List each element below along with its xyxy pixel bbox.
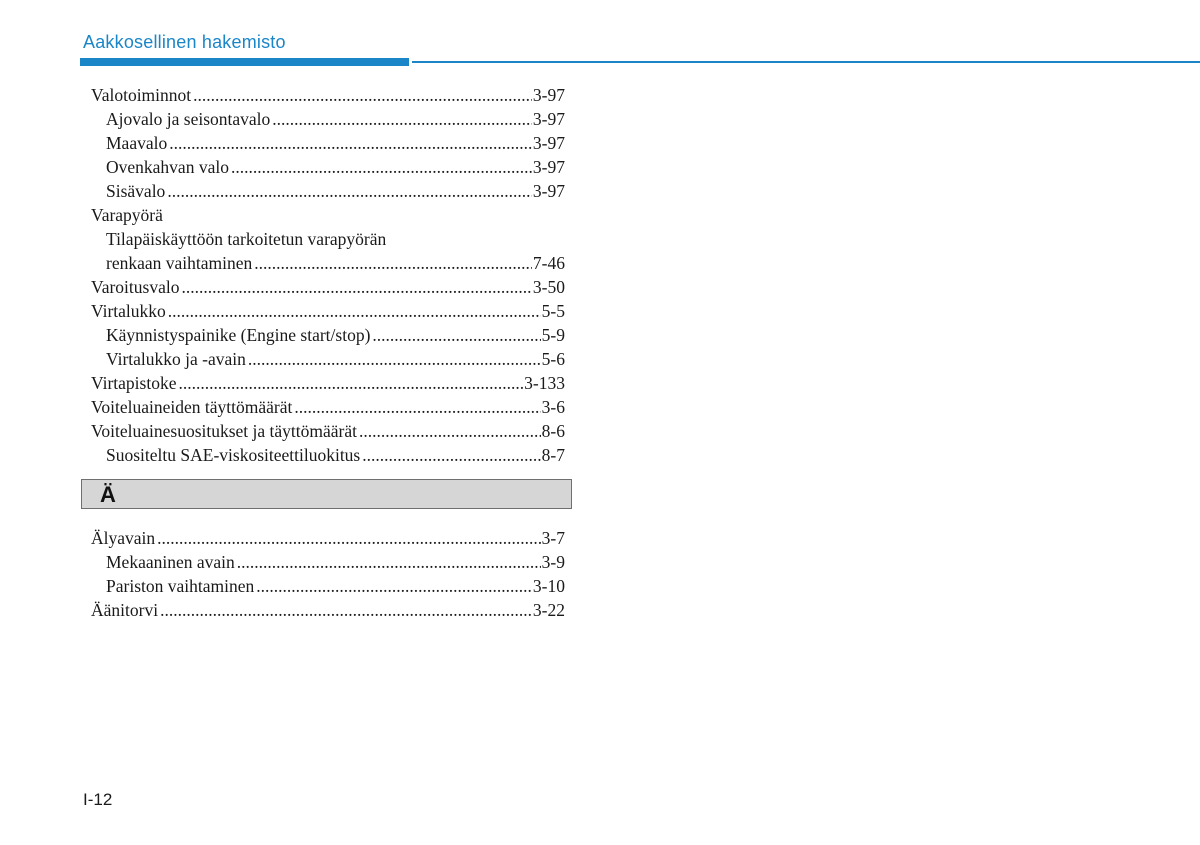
index-entry [91,275,565,299]
index-entry-page-ref: 3-133 [524,373,565,393]
index-entry-term: Käynnistyspainike (Engine start/stop) [106,325,371,345]
index-entry-page-ref: 5-6 [541,349,565,369]
index-entry [91,251,565,275]
index-entry-page-ref: 5-9 [541,325,565,345]
index-entry-term: Ovenkahvan valo [106,157,229,177]
index-entry-page-ref: 3-6 [541,397,565,417]
dot-leader [169,131,532,155]
index-entry-term: Virtalukko ja -avain [106,349,246,369]
index-entry-page-ref: 3-7 [541,528,565,548]
index-entry [91,131,565,155]
index-entry-page-ref: 5-5 [541,301,565,321]
index-entry-page-ref: 3-97 [532,133,565,153]
dot-leader [256,574,532,598]
index-entry-term: renkaan vaihtaminen [106,253,253,273]
index-entry [91,443,565,467]
index-entry [91,419,565,443]
index-entry-page-ref: 8-7 [541,445,565,465]
index-entry-page-ref: 3-97 [532,85,565,105]
index-entry-term: Mekaaninen avain [106,552,235,572]
header-title: Aakkosellinen hakemisto [83,32,286,52]
index-entry-page-ref: 8-6 [541,421,565,441]
dot-leader [254,251,532,275]
index-entry-page-ref: 3-9 [541,552,565,572]
index-entry [91,155,565,179]
dot-leader [372,323,540,347]
index-entry-term: Varapyörä [91,205,163,225]
dot-leader [193,83,532,107]
dot-leader [157,526,541,550]
dot-leader [362,443,540,467]
index-entry [91,203,565,227]
index-entry-page-ref: 3-22 [532,600,565,620]
index-entry [91,526,565,550]
index-entry [91,598,565,622]
index-entry-page-ref: 7-46 [532,253,565,273]
index-entry-page-ref: 3-97 [532,109,565,129]
index-entry-term: Äänitorvi [91,600,159,620]
index-entry-term: Tilapäiskäyttöön tarkoitetun varapyörän [106,229,387,249]
index-entry [91,347,565,371]
dot-leader [160,598,532,622]
index-entries-v [91,83,565,467]
dot-leader [294,395,540,419]
index-entry-term: Suositeltu SAE-viskositeettiluokitus [106,445,361,465]
header-rule-thick [80,58,409,66]
index-entries-a-umlaut [91,526,565,622]
index-entry [91,179,565,203]
index-entry-term: Voiteluainesuositukset ja täyttömäärät [91,421,358,441]
index-entry-term: Ajovalo ja seisontavalo [106,109,271,129]
index-entry-term: Valotoiminnot [91,85,192,105]
index-entry [91,371,565,395]
section-header-a-umlaut [81,479,572,509]
dot-leader [181,275,531,299]
dot-leader [178,371,523,395]
index-entry-term: Älyavain [91,528,156,548]
dot-leader [168,299,541,323]
index-entry-page-ref: 3-97 [532,157,565,177]
index-entry-term: Pariston vaihtaminen [106,576,255,596]
index-entry-page-ref: 3-97 [532,181,565,201]
dot-leader [231,155,532,179]
page-number: I-12 [83,790,113,809]
index-entry-page-ref: 3-50 [532,277,565,297]
index-entry-page-ref: 3-10 [532,576,565,596]
dot-leader [167,179,532,203]
index-entry [91,83,565,107]
index-entry [91,323,565,347]
index-entry-term: Virtapistoke [91,373,177,393]
index-entry [91,299,565,323]
index-entry-term: Maavalo [106,133,168,153]
index-entry [91,107,565,131]
index-entry-term: Virtalukko [91,301,166,321]
index-entry [91,395,565,419]
index-entry [91,550,565,574]
index-entry [91,227,565,251]
dot-leader [237,550,541,574]
index-entry-term: Voiteluaineiden täyttömäärät [91,397,293,417]
header-rule-thin [412,61,1200,63]
dot-leader [248,347,541,371]
index-entry-term: Varoitusvalo [91,277,180,297]
index-entry-term: Sisävalo [106,181,166,201]
dot-leader [272,107,532,131]
dot-leader [359,419,541,443]
section-letter: Ä [100,482,116,507]
index-entry [91,574,565,598]
